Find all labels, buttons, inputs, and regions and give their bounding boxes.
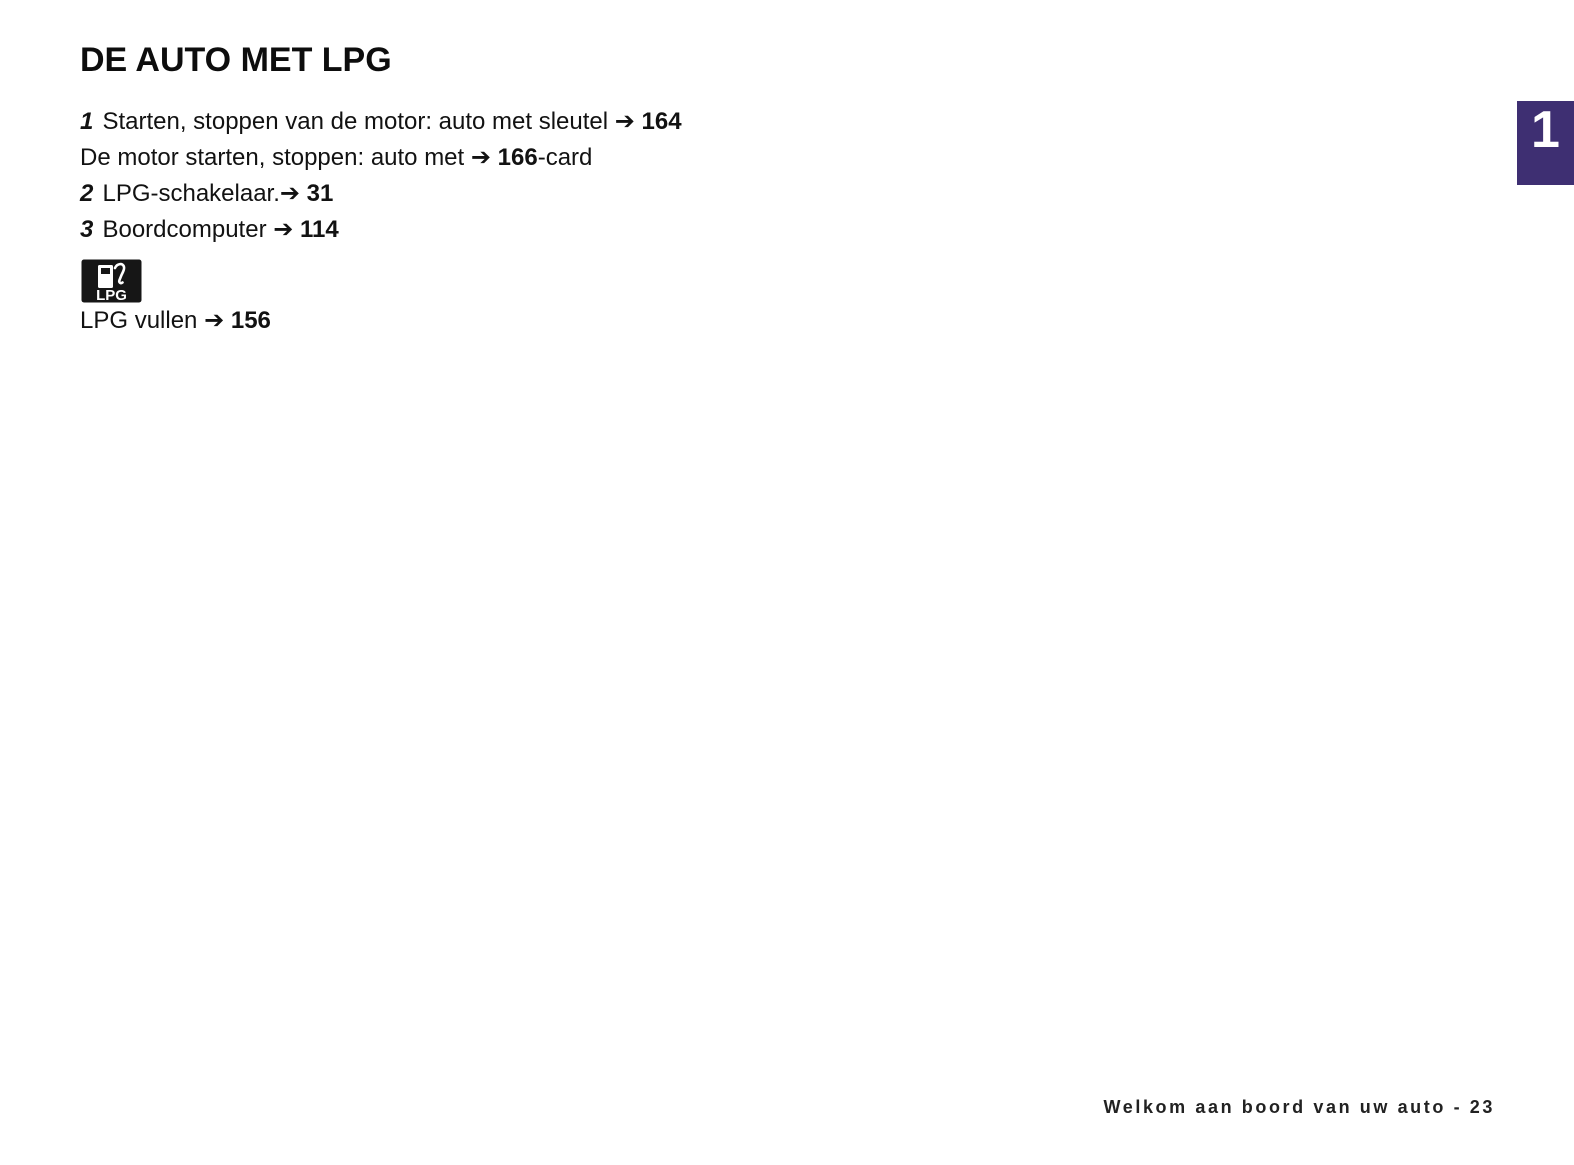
toc-item: [80, 212, 682, 248]
page-reference-link[interactable]: ➔ 156: [204, 307, 271, 334]
page-reference-link[interactable]: ➔ 114: [273, 216, 339, 243]
toc-item: [80, 140, 682, 176]
toc-item: [80, 176, 682, 212]
page-title: DE AUTO MET LPG: [80, 41, 392, 79]
toc-item-text: Boordcomputer: [102, 216, 274, 243]
footer-page-info: Welkom aan boord van uw auto - 23: [1103, 1097, 1495, 1117]
toc-item-suffix: -card: [537, 144, 593, 171]
toc-item-text: LPG-schakelaar.: [102, 180, 280, 207]
fuel-pump-screen: [101, 268, 110, 274]
toc-item: [80, 104, 682, 140]
toc-item-text: De motor starten, stoppen: auto met: [80, 144, 471, 171]
toc-item-text: LPG vullen: [80, 307, 205, 334]
page-reference-link[interactable]: ➔ 31: [279, 180, 334, 207]
lpg-icon-label: LPG: [96, 287, 127, 303]
lpg-refuel-item: [80, 303, 271, 339]
page-reference-link[interactable]: ➔ 164: [614, 108, 682, 135]
toc-item-text: Starten, stoppen van de motor: auto met sleutel: [102, 108, 615, 135]
toc-list: [80, 104, 682, 248]
page-reference-link[interactable]: ➔ 166: [470, 144, 538, 171]
toc-item-number: 2: [80, 180, 94, 207]
chapter-tab[interactable]: 1: [1517, 101, 1574, 185]
lpg-fuel-pump-icon: [81, 259, 142, 303]
toc-item-number: 3: [80, 216, 94, 243]
toc-item-number: 1: [80, 108, 94, 135]
